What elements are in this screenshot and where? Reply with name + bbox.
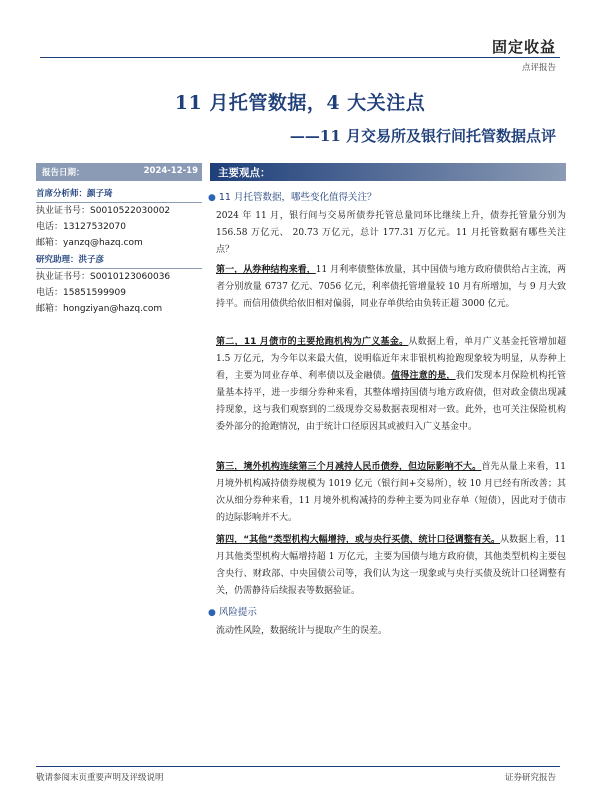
report-type: 点评报告: [521, 63, 556, 73]
assistant-email: 邮箱：hongziyan@hazq.com: [36, 304, 163, 314]
point-2-note-body: 我们发现本月保险机构托管量基本持平，进一步细分券种来看，其整体增持国债与地方政府债，但对政金债出现减持现象，这与我们观察到的二级现券交易数据表现相对一致。此外，也可关注保险机构委外部分的抢跑情况，由于统计口径原因其或被归入广义基金中。: [216, 371, 566, 432]
point-1-body: 11 月利率债整体放量，其中国债与地方政府债供给占主流，两者分别放量 6737 亿元、7056 亿元，利率债托管增量较 10 月有所增加，与 9 月大致持平。而信用债供给依旧相对偏弱，同业存单供给由负转正超 3000 亿元。: [216, 265, 566, 309]
report-date-bar: [36, 163, 202, 181]
point-3-lead: 第三，境外机构连续第三个月减持人民币债券，但边际影响不大。: [216, 462, 482, 472]
point-1-lead: 第一，从券种结构来看，: [216, 265, 316, 275]
sidebar-divider: [36, 202, 202, 203]
section-title: 11 月托管数据，哪些变化值得关注？: [218, 192, 377, 203]
point-2-body: 从数据上看，单月广义基金托管增加超 1.5 万亿元，为今年以来最大值，说明临近年末非银机构抢跑现象较为明显，从券种上看，主要为同业存单、利率债以及金融债。: [216, 337, 566, 381]
footer-label: 证券研究报告: [504, 773, 556, 783]
page-subtitle: ——11 月交易所及银行间托管数据点评: [289, 127, 556, 145]
point-2-lead: 第二，11 月债市的主要抢跑机构为广义基金。: [216, 337, 409, 347]
intro-paragraph: 2024 年 11 月，银行间与交易所债券托管总量同环比继续上升，债券托管量分别为 156.58 万亿元、 20.73 万亿元，总计 177.31 万亿元。11 月托管数据有哪些关注点？: [216, 211, 566, 255]
point-4-lead: 第四，“其他”类型机构大幅增持，或与央行买债、统计口径调整有关。: [216, 535, 501, 545]
risk-paragraph: 流动性风险，数据统计与提取产生的误差。: [216, 626, 388, 636]
point-3-paragraph: [216, 459, 566, 527]
page-title: 11 月托管数据，4 大关注点: [174, 92, 426, 114]
section-heading: [208, 191, 376, 205]
report-date-label: 报告日期：: [42, 168, 85, 178]
analyst-name: 颜子琦: [87, 189, 113, 199]
point-2-paragraph: [216, 334, 566, 436]
bullet-dot-icon: ●: [208, 193, 216, 203]
risk-title: 风险提示: [218, 607, 257, 618]
report-date-value: 2024-12-19: [143, 166, 198, 176]
risk-heading: [208, 606, 257, 620]
analyst-email: 邮箱：yanzq@hazq.com: [36, 238, 143, 248]
assistant-phone: 电话：15851599909: [36, 288, 126, 298]
analyst-phone: 电话：13127532070: [36, 222, 126, 232]
analyst-heading: [36, 187, 202, 201]
main-points-header: [210, 163, 566, 181]
assistant-heading: [36, 253, 202, 267]
report-category: 固定收益: [491, 38, 556, 56]
assistant-label: 研究助理：: [36, 255, 79, 265]
point-4-body: 从数据上看，11 月其他类型机构大幅增持超 1 万亿元，主要为国债与地方政府债，其他类型机构主要包含央行、财政部、中央国债公司等，我们认为这一现象或与央行买债及统计口径调整有关，仍需静待后续报表等数据验证。: [216, 535, 566, 596]
assistant-name: 洪子彦: [78, 255, 105, 265]
assistant-cert: 执业证书号：S0010123060036: [36, 272, 171, 282]
bullet-dot-icon: ●: [208, 608, 216, 618]
analyst-label: 首席分析师：: [36, 189, 88, 199]
header-divider: [40, 57, 560, 58]
main-points-title: 主要观点：: [218, 167, 271, 179]
analyst-cert: 执业证书号：S0010522030002: [36, 206, 171, 216]
point-1-paragraph: [216, 262, 566, 313]
point-2-note-lead: 值得注意的是，: [391, 371, 456, 381]
footer-disclaimer: 敬请参阅末页重要声明及评级说明: [36, 773, 164, 783]
sidebar-divider: [36, 268, 202, 269]
footer-divider: [36, 766, 560, 767]
point-4-paragraph: [216, 532, 566, 600]
point-3-body: 首先从量上来看，11 月境外机构减持债券规模为 1019 亿元（银行间+交易所），较 10 月已经有所改善；其次从细分券种来看，11 月境外机构减持的券种主要为同业存单（短债），因此对于债市的边际影响并不大。: [216, 462, 566, 523]
